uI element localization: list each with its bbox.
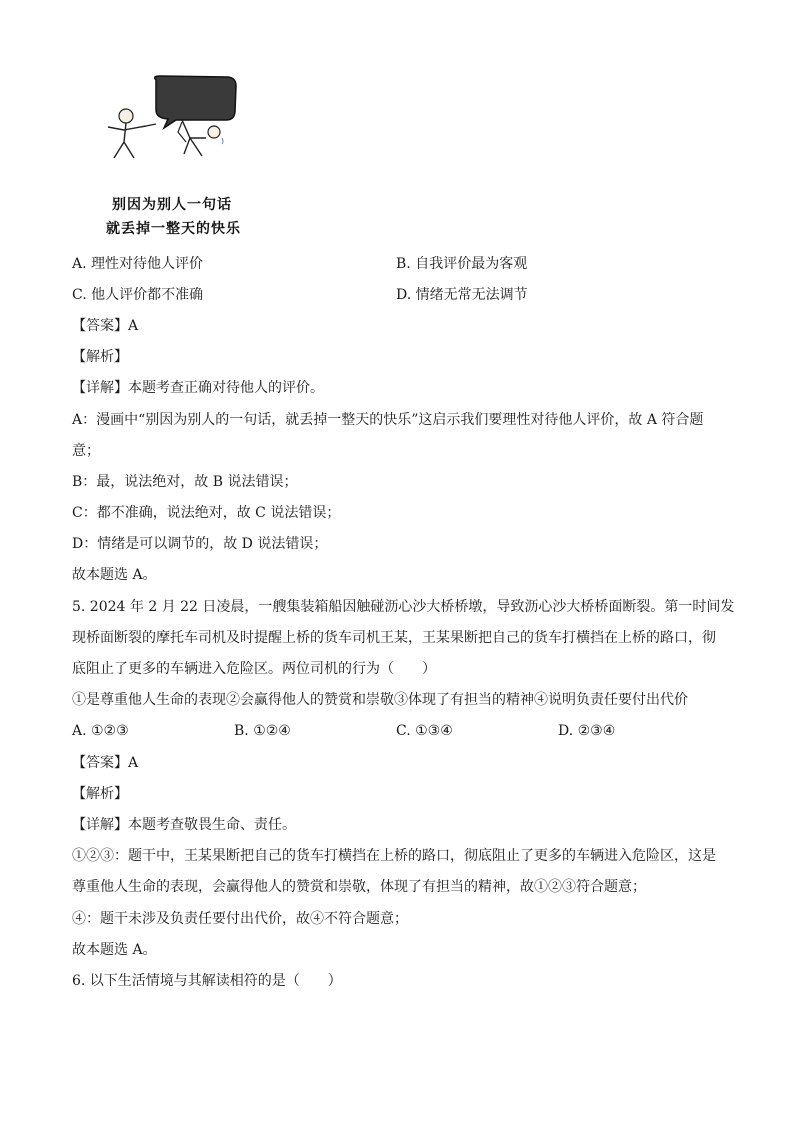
cartoon-caption-line2: 就丢掉一整天的快乐: [106, 221, 241, 237]
q4-explain-a-line1: A：漫画中“别因为别人的一句话，就丢掉一整天的快乐”这启示我们要理性对待他人评价，故 A 符合题: [72, 412, 704, 428]
q4-detail: 【详解】本题考查正确对待他人的评价。: [72, 380, 324, 396]
q5-explain-line3: ④：题干未涉及负责任要付出代价，故④不符合题意；: [72, 911, 408, 927]
q5-explain-line2: 尊重他人生命的表现，会赢得他人的赞赏和崇敬，体现了有担当的精神，故①②③符合题意；: [72, 879, 646, 895]
q4-explain-b: B：最，说法绝对，故 B 说法错误；: [72, 474, 298, 490]
q5-answer: 【答案】A: [72, 755, 139, 771]
q5-detail: 【详解】本题考查敬畏生命、责任。: [72, 817, 296, 833]
q5-stem-line1: 5. 2024 年 2 月 22 日凌晨，一艘集装箱船因触碰沥心沙大桥桥墩，导致沥心沙大桥桥面断裂。第一时间发: [72, 599, 735, 615]
cartoon-illustration: [86, 72, 246, 172]
q4-answer: 【答案】A: [72, 318, 139, 334]
q4-option-b: B. 自我评价最为客观: [396, 256, 528, 272]
q4-option-c: C. 他人评价都不准确: [72, 287, 204, 303]
q5-conclusion: 故本题选 A。: [72, 942, 157, 958]
q5-analysis-label: 【解析】: [72, 786, 128, 802]
q5-stem-line2: 现桥面断裂的摩托车司机及时提醒上桥的货车司机王某，王某果断把自己的货车打横挡在上桥的路口，彻: [72, 630, 716, 646]
q4-option-d: D. 情绪无常无法调节: [396, 287, 528, 303]
q4-explain-c: C：都不准确，说法绝对，故 C 说法错误；: [72, 505, 341, 521]
q4-option-a: A. 理性对待他人评价: [72, 256, 204, 272]
q4-analysis-label: 【解析】: [72, 349, 128, 365]
q5-statements: ①是尊重他人生命的表现②会赢得他人的赞赏和崇敬③体现了有担当的精神④说明负责任要付出代价: [72, 692, 688, 708]
q5-explain-line1: ①②③：题干中，王某果断把自己的货车打横挡在上桥的路口，彻底阻止了更多的车辆进入危险区，这是: [72, 848, 716, 864]
q5-option-d: D. ②③④: [558, 723, 616, 739]
q4-explain-d: D：情绪是可以调节的，故 D 说法错误；: [72, 536, 328, 552]
q5-option-b: B. ①②④: [234, 723, 291, 739]
q6-stem: 6. 以下生活情境与其解读相符的是（ ）: [72, 973, 342, 989]
q4-conclusion: 故本题选 A。: [72, 567, 157, 583]
cartoon-caption-line1: 别因为别人一句话: [112, 197, 232, 213]
q5-option-c: C. ①③④: [396, 723, 453, 739]
q4-explain-a-line2: 意；: [72, 443, 100, 459]
q5-option-a: A. ①②③: [72, 723, 129, 739]
q5-stem-line3: 底阻止了更多的车辆进入危险区。两位司机的行为（ ）: [72, 661, 436, 677]
